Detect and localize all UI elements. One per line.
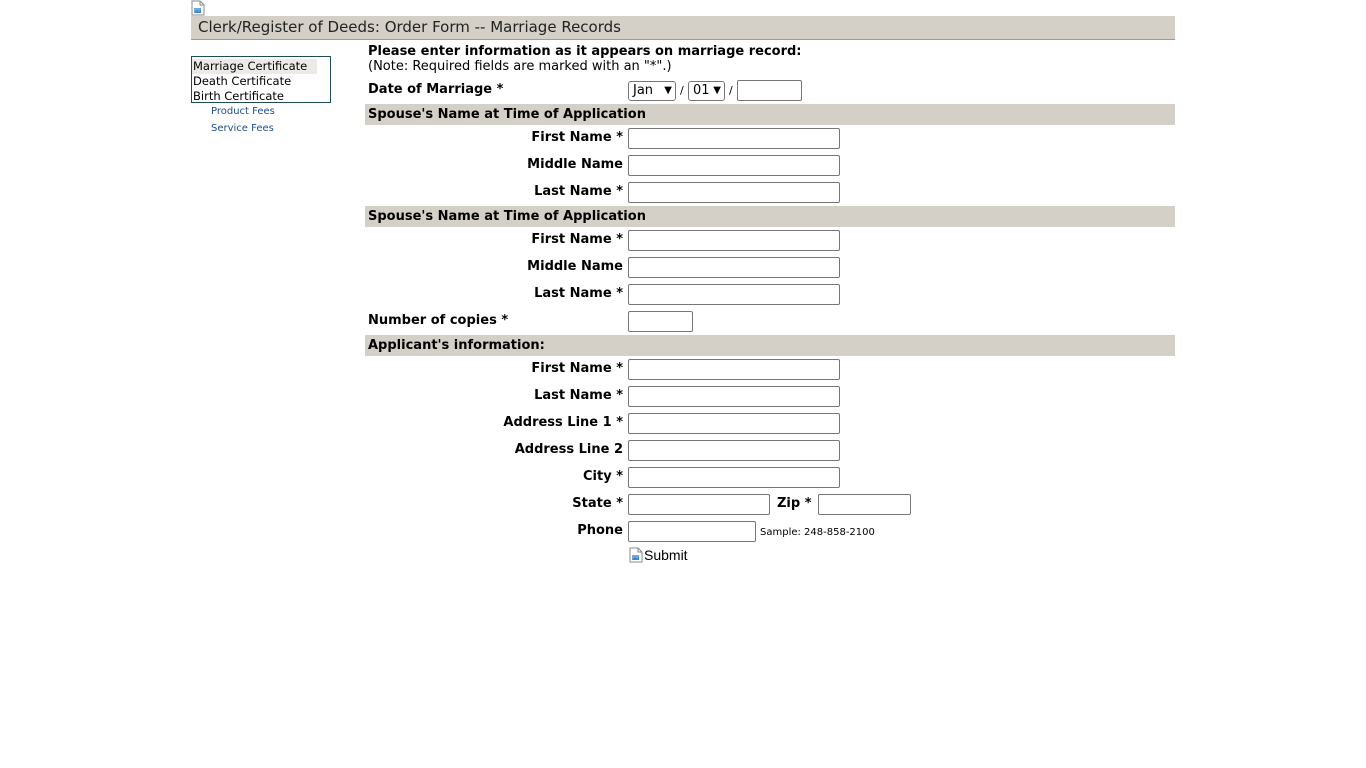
spouse2-first-name-field[interactable] <box>628 230 840 251</box>
state-label: State * <box>572 496 623 511</box>
spouse1-section-header: Spouse's Name at Time of Application <box>365 104 1175 125</box>
city-label: City * <box>582 469 623 484</box>
sidebar-item-death-certificate[interactable]: Death Certificate <box>193 74 292 88</box>
number-of-copies-label: Number of copies * <box>368 313 509 328</box>
date-separator: / <box>729 84 733 97</box>
spouse2-last-name-field[interactable] <box>628 284 840 305</box>
phone-label: Phone <box>577 523 623 538</box>
marriage-day-select[interactable] <box>688 81 725 101</box>
page <box>191 0 1175 768</box>
chevron-down-icon: ▼ <box>664 85 672 96</box>
address-line-2-label: Address Line 2 <box>514 442 623 457</box>
address-line-1-label: Address Line 1 * <box>503 415 623 430</box>
spouse1-first-name-field[interactable] <box>628 128 840 149</box>
sidebar-nav <box>191 56 331 103</box>
phone-field[interactable] <box>628 521 756 542</box>
applicant-last-name-label: Last Name * <box>534 388 623 403</box>
applicant-first-name-label: First Name * <box>531 361 623 376</box>
marriage-day-value: 01 <box>693 83 710 98</box>
spouse1-last-name-label: Last Name * <box>534 184 623 199</box>
product-fees-link[interactable]: Product Fees <box>211 106 275 117</box>
zip-field[interactable] <box>818 494 911 515</box>
spouse2-middle-name-label: Middle Name <box>527 259 623 274</box>
submit-button-label: Submit <box>644 547 688 563</box>
spouse1-middle-name-label: Middle Name <box>527 157 623 172</box>
state-field[interactable] <box>628 494 770 515</box>
spouse2-last-name-label: Last Name * <box>534 286 623 301</box>
form-instructions: Please enter information as it appears on marriage record: <box>368 44 802 59</box>
marriage-month-value: Jan <box>633 83 654 98</box>
spouse2-section-header: Spouse's Name at Time of Application <box>365 206 1175 227</box>
submit-button[interactable] <box>628 546 688 564</box>
address-line-2-field[interactable] <box>628 440 840 461</box>
city-field[interactable] <box>628 467 840 488</box>
applicant-first-name-field[interactable] <box>628 359 840 380</box>
spouse1-last-name-field[interactable] <box>628 182 840 203</box>
sidebar-item-birth-certificate[interactable]: Birth Certificate <box>193 89 285 103</box>
date-separator: / <box>680 84 684 97</box>
applicant-last-name-field[interactable] <box>628 386 840 407</box>
address-line-1-field[interactable] <box>628 413 840 434</box>
broken-image-icon <box>191 0 205 16</box>
number-of-copies-field[interactable] <box>628 311 693 332</box>
phone-sample-hint: Sample: 248-858-2100 <box>760 527 875 538</box>
marriage-year-field[interactable] <box>737 80 802 101</box>
service-fees-link[interactable]: Service Fees <box>211 123 274 134</box>
zip-label: Zip * <box>777 496 812 511</box>
applicant-section-header: Applicant's information: <box>365 335 1175 356</box>
date-of-marriage-label: Date of Marriage * <box>368 82 504 97</box>
sidebar-item-marriage-certificate[interactable]: Marriage Certificate <box>192 59 317 74</box>
page-title: Clerk/Register of Deeds: Order Form -- Marriage Records <box>191 16 1175 40</box>
spouse2-middle-name-field[interactable] <box>628 257 840 278</box>
spouse1-middle-name-field[interactable] <box>628 155 840 176</box>
spouse1-first-name-label: First Name * <box>531 130 623 145</box>
spouse2-first-name-label: First Name * <box>531 232 623 247</box>
chevron-down-icon: ▼ <box>713 85 721 96</box>
marriage-month-select[interactable] <box>628 81 676 101</box>
broken-image-icon <box>628 547 644 563</box>
required-note: (Note: Required fields are marked with an "*".) <box>368 59 672 74</box>
